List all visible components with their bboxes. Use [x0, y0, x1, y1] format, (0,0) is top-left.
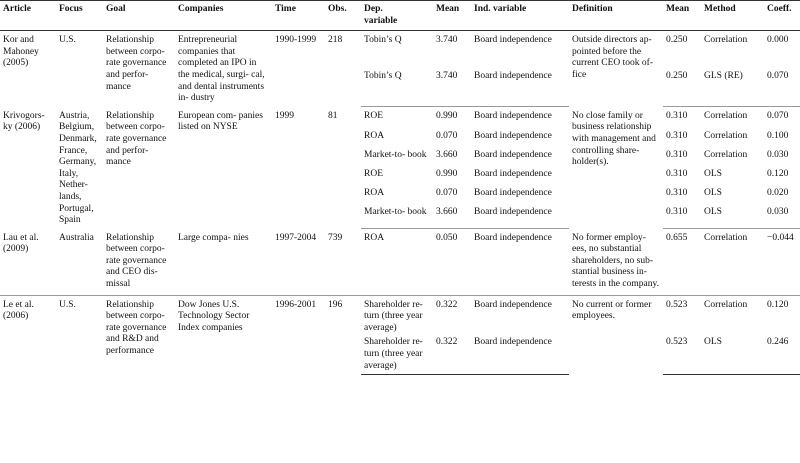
mean-cell: 0.070 [436, 188, 458, 199]
table-row [0, 295, 800, 336]
dep-variable-cell: Tobin’s Q [361, 70, 433, 107]
coeff-cell: 0.030 [764, 206, 800, 228]
mean-2-cell: 0.523 [666, 299, 688, 310]
mean-cell: 3.660 [433, 206, 471, 228]
time-cell: 1997-2004 [272, 229, 325, 295]
ind-variable-cell: Board independence [474, 131, 552, 142]
focus-cell: U.S. [59, 299, 76, 310]
focus-cell: Austria, Belgium, Denmark, France, Germany, Italy, Nether- lands, Portugal, Spain [59, 110, 97, 226]
ind-variable-cell: Board independence [471, 336, 569, 374]
method-cell: Correlation [704, 111, 748, 122]
table-header [0, 1, 800, 31]
dep-variable-cell: ROA [364, 131, 385, 142]
method-cell: Correlation [701, 229, 764, 295]
mean-cell: 0.050 [433, 229, 471, 295]
goal-cell: Relationship between corpo- rate governance and CEO dis- missal [103, 229, 175, 295]
companies-cell: Entrepreneurial companies that completed an IPO in the medical, surgi- cal, and dental instruments in- dustry [178, 35, 265, 104]
col-goal-header: Goal [103, 1, 175, 31]
method-cell: OLS [704, 169, 722, 180]
time-cell: 1999 [275, 110, 294, 121]
dep-variable-cell: ROA [361, 229, 433, 295]
col-method-header: Method [701, 1, 764, 31]
mean-cell: 0.990 [436, 111, 458, 122]
time-cell: 1996-2001 [275, 299, 317, 310]
col-obs-header: Obs. [325, 1, 361, 31]
col-companies-header: Companies [175, 1, 272, 31]
ind-variable-cell: Board independence [474, 188, 552, 199]
mean-cell: 0.990 [436, 169, 458, 180]
coeff-cell: 0.246 [764, 336, 800, 374]
coeff-cell: 0.030 [767, 150, 789, 161]
goal-cell: Relationship between corpo- rate governance and perfor- mance [106, 110, 167, 168]
article-cell: Kor and Mahoney (2005) [3, 35, 39, 69]
method-cell: OLS [701, 206, 764, 228]
companies-cell: Large compa- nies [175, 229, 272, 295]
coeff-cell: 0.070 [764, 70, 800, 107]
col-definition-header: Definition [569, 1, 663, 31]
mean-2-cell: 0.250 [663, 70, 701, 107]
ind-variable-cell: Board independence [474, 111, 552, 122]
coeff-cell: 0.020 [767, 188, 789, 199]
coeff-cell: 0.100 [767, 131, 789, 142]
coeff-cell: 0.000 [767, 35, 789, 46]
mean-cell: 3.740 [436, 35, 458, 46]
article-cell: Le et al. (2006) [3, 299, 34, 322]
header-row [0, 1, 800, 31]
table-row [0, 107, 800, 131]
focus-cell: U.S. [59, 35, 76, 46]
mean-cell: 0.070 [436, 131, 458, 142]
dep-variable-cell: Market-to- book [361, 206, 433, 228]
dep-variable-cell: ROE [364, 169, 383, 180]
dep-variable-cell: Tobin’s Q [364, 35, 402, 46]
mean-2-cell: 0.310 [666, 150, 688, 161]
col-ind-variable-header: Ind. variable [471, 1, 569, 31]
coeff-cell: 0.120 [767, 169, 789, 180]
col-focus-header: Focus [56, 1, 103, 31]
definition-cell: Outside directors ap- pointed before the current CEO took of- fice [572, 35, 653, 80]
method-cell: Correlation [704, 150, 748, 161]
focus-cell: Australia [56, 229, 103, 295]
coeff-cell: 0.120 [767, 299, 789, 310]
table-row [0, 229, 800, 295]
ind-variable-cell: Board independence [471, 206, 569, 228]
definition-cell: No current or former employees. [572, 299, 652, 322]
method-cell: OLS [704, 188, 722, 199]
mean-2-cell: 0.655 [663, 229, 701, 295]
col-article-header: Article [0, 1, 56, 31]
ind-variable-cell: Board independence [474, 299, 552, 310]
ind-variable-cell: Board independence [474, 150, 552, 161]
method-cell: Correlation [704, 299, 748, 310]
dep-variable-cell: ROA [364, 188, 385, 199]
obs-cell: 196 [328, 299, 343, 310]
method-cell: Correlation [704, 131, 748, 142]
mean-cell: 0.322 [436, 299, 458, 310]
goal-cell: Relationship between corpo- rate governance and perfor- mance [106, 35, 167, 92]
col-mean-2-header: Mean [663, 1, 701, 31]
mean-cell: 3.660 [436, 150, 458, 161]
ind-variable-cell: Board independence [474, 169, 552, 180]
mean-2-cell: 0.310 [666, 131, 688, 142]
method-cell: GLS (RE) [701, 70, 764, 107]
coeff-cell: −0.044 [764, 229, 800, 295]
col-coeff-header: Coeff. [764, 1, 800, 31]
dep-variable-cell: Shareholder re- turn (three year average) [364, 299, 423, 333]
mean-2-cell: 0.310 [666, 169, 688, 180]
coeff-cell: 0.070 [767, 111, 789, 122]
mean-cell: 3.740 [433, 70, 471, 107]
obs-cell: 81 [328, 110, 338, 121]
mean-2-cell: 0.310 [666, 111, 688, 122]
goal-cell: Relationship between corpo- rate governance and R&D and performance [106, 299, 167, 357]
dep-variable-cell: Market-to- book [364, 150, 427, 161]
table-body [0, 31, 800, 375]
time-cell: 1990-1999 [275, 35, 317, 46]
dep-variable-cell: Shareholder re- turn (three year average) [361, 336, 433, 374]
mean-2-cell: 0.250 [666, 35, 688, 46]
obs-cell: 739 [325, 229, 361, 295]
table-row [0, 31, 800, 70]
mean-2-cell: 0.523 [663, 336, 701, 374]
mean-cell: 0.322 [433, 336, 471, 374]
method-cell: Correlation [704, 35, 748, 46]
article-cell: Lau et al. (2009) [0, 229, 56, 295]
method-cell: OLS [701, 336, 764, 374]
companies-cell: European com- panies listed on NYSE [178, 110, 263, 133]
col-mean-header: Mean [433, 1, 471, 31]
ind-variable-cell: Board independence [471, 229, 569, 295]
ind-variable-cell: Board independence [471, 70, 569, 107]
dep-variable-cell: ROE [364, 111, 383, 122]
definition-cell: No close family or business relationship with management and controlling share- holder(s). [572, 110, 656, 168]
companies-cell: Dow Jones U.S. Technology Sector Index companies [178, 299, 250, 333]
obs-cell: 218 [328, 35, 343, 46]
mean-2-cell: 0.310 [663, 206, 701, 228]
ind-variable-cell: Board independence [474, 35, 552, 46]
col-dep-variable-header: Dep. variable [361, 1, 433, 31]
col-time-header: Time [272, 1, 325, 31]
definition-cell: No former employ- ees, no substantial shareholders, no sub- stantial business in- terests in the company. [569, 229, 663, 295]
article-cell: Krivogors- ky (2006) [3, 110, 45, 133]
mean-2-cell: 0.310 [666, 188, 688, 199]
